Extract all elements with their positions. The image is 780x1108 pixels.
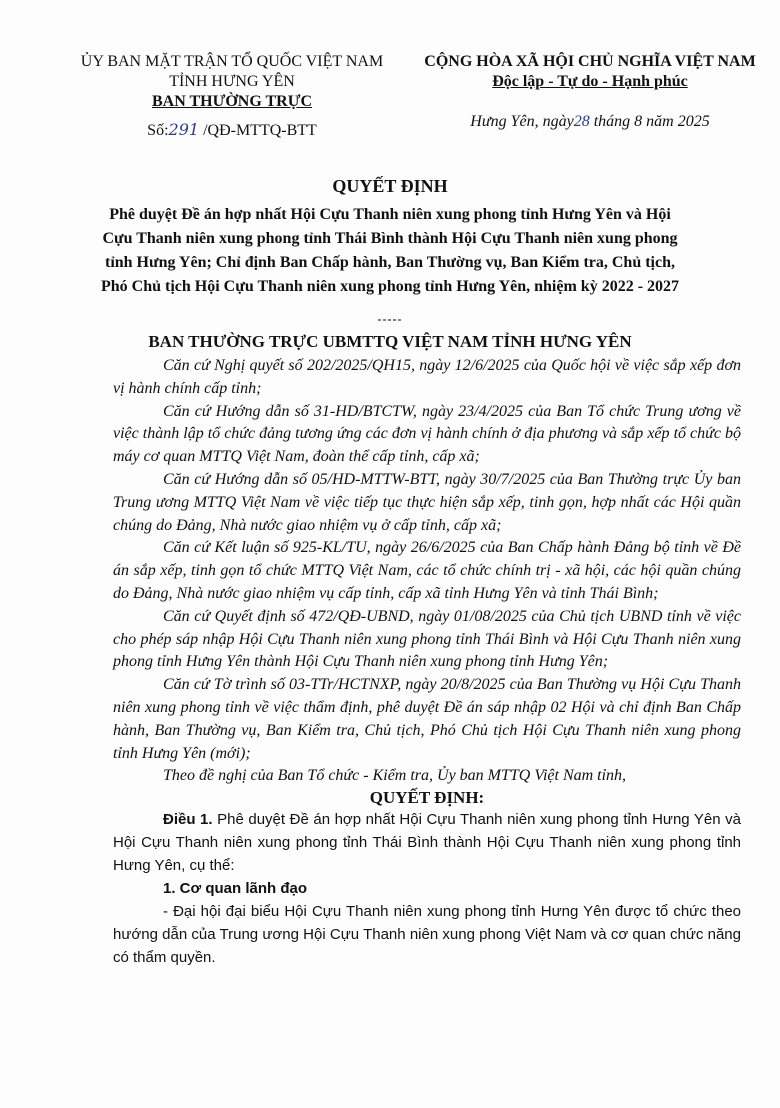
article-1-label: Điều 1. — [163, 811, 213, 829]
legal-ground: Căn cứ Nghị quyết số 202/2025/QH15, ngày 12/6/2025 của Quốc hội về việc sắp xếp đơn vị hành chính cấp tỉnh; — [113, 357, 741, 397]
issue-date-day: 28 — [573, 113, 590, 130]
article-1-section-title: 1. Cơ quan lãnh đạo — [163, 880, 308, 898]
decision-heading: QUYẾT ĐỊNH: — [369, 788, 485, 808]
legal-ground: Căn cứ Tờ trình số 03-TTr/HCTNXP, ngày 20/8/2025 của Ban Thường vụ Hội Cựu Thanh niên xung phong tỉnh về việc thẩm định, phê duyệt Đề án sáp nhập 02 Hội và chỉ định Ban Chấp hành, Ban Thường vụ, Ban Kiểm tra, Chủ tịch, Phó Chủ tịch Hội Cựu Thanh niên xung phong tỉnh Hưng Yên (mới); — [113, 676, 741, 762]
article-1-item: - Đại hội đại biểu Hội Cựu Thanh niên xung phong tỉnh Hưng Yên được tổ chức theo hướng dẫn của Trung ương Hội Cựu Thanh niên xung phong Việt Nam và cơ quan chức năng có thẩm quyền. — [113, 903, 741, 967]
document-number — [62, 120, 402, 141]
article-1-text: Phê duyệt Đề án hợp nhất Hội Cựu Thanh niên xung phong tỉnh Hưng Yên và Hội Cựu Thanh niên xung phong tỉnh Thái Bình thành Hội Cựu Thanh niên xung phong tỉnh Hưng Yên, cụ thể: — [113, 811, 741, 875]
legal-ground: Căn cứ Hướng dẫn số 31-HD/BTCTW, ngày 23/4/2025 của Ban Tổ chức Trung ương về việc thành lập tổ chức đảng tương ứng các đơn vị hành chính ở địa phương và sắp xếp tổ chức bộ máy cơ quan MTTQ Việt Nam, đoàn thể cấp tỉnh, cấp xã; — [113, 402, 741, 466]
document-body — [113, 355, 741, 969]
national-header-block — [420, 52, 760, 132]
legal-ground: Căn cứ Hướng dẫn số 05/HD-MTTW-BTT, ngày 30/7/2025 của Ban Thường trực Ủy ban Trung ương MTTQ Việt Nam về việc tiếp tục thực hiện sắp xếp, tinh gọn, hợp nhất các Hội quần chúng do Đảng, Nhà nước giao nhiệm vụ ở cấp tỉnh, cấp xã; — [113, 470, 741, 534]
document-title: QUYẾT ĐỊNH — [332, 176, 448, 196]
national-motto: Độc lập - Tự do - Hạnh phúc — [492, 73, 688, 90]
separator: ----- — [377, 312, 403, 326]
legal-ground: Theo đề nghị của Ban Tổ chức - Kiểm tra, Ủy ban MTTQ Việt Nam tỉnh, — [163, 767, 627, 785]
deciding-authority: BAN THƯỜNG TRỰC UBMTTQ VIỆT NAM TỈNH HƯNG YÊN — [148, 332, 632, 351]
issue-date-prefix: Hưng Yên, ngày — [470, 113, 574, 130]
issue-date-suffix: tháng 8 năm 2025 — [589, 113, 710, 130]
org-name-line1: ỦY BAN MẶT TRẬN TỔ QUỐC VIỆT NAM — [80, 53, 384, 70]
issue-date — [420, 112, 760, 132]
issuing-authority-block — [62, 52, 402, 141]
org-name-line3: BAN THƯỜNG TRỰC — [151, 93, 312, 110]
document-number-prefix: Số: — [147, 122, 169, 139]
legal-ground: Căn cứ Kết luận số 925-KL/TU, ngày 26/6/2025 của Ban Chấp hành Đảng bộ tỉnh về Đề án sắp xếp, tinh gọn tổ chức MTTQ Việt Nam, các tổ chức chính trị - xã hội, các hội quần chúng do Đảng, Nhà nước giao nhiệm vụ cấp tỉnh, cấp xã tỉnh Hưng Yên và tỉnh Thái Bình; — [113, 539, 741, 602]
document-subtitle: Phê duyệt Đề án hợp nhất Hội Cựu Thanh niên xung phong tỉnh Hưng Yên và Hội Cựu Thanh niên xung phong tỉnh Thái Bình thành Hội Cựu Thanh niên xung phong tỉnh Hưng Yên; Chỉ định Ban Chấp hành, Ban Thường vụ, Ban Kiểm tra, Chủ tịch, Phó Chủ tịch Hội Cựu Thanh niên xung phong tỉnh Hưng Yên, nhiệm kỳ 2022 - 2027 — [100, 206, 680, 295]
legal-ground: Căn cứ Quyết định số 472/QĐ-UBND, ngày 01/08/2025 của Chủ tịch UBND tỉnh về việc cho phép sáp nhập Hội Cựu Thanh niên xung phong tỉnh Thái Bình và Hội Cựu Thanh niên xung phong tỉnh Hưng Yên thành Hội Cựu Thanh niên xung phong tỉnh Hưng Yên; — [113, 607, 741, 671]
document-number-handwritten: 291 — [168, 120, 200, 139]
nation-name: CỘNG HÒA XÃ HỘI CHỦ NGHĨA VIỆT NAM — [424, 53, 756, 70]
article-1 — [113, 808, 741, 877]
document-number-suffix: /QĐ-MTTQ-BTT — [199, 122, 317, 139]
org-name-line2: TỈNH HƯNG YÊN — [169, 73, 295, 90]
